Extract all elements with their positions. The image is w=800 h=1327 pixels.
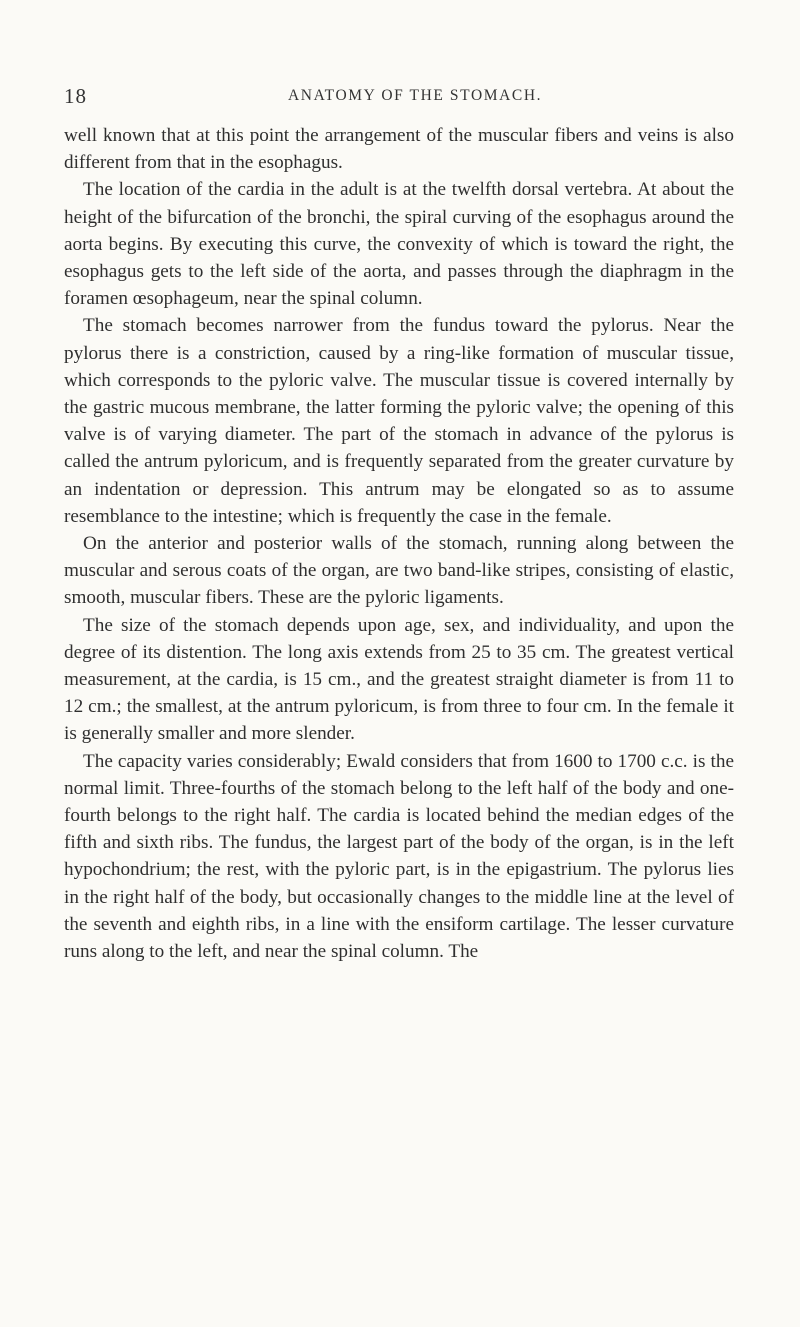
running-header bbox=[64, 84, 734, 108]
paragraph-cardia-location: The location of the cardia in the adult is at the twelfth dorsal vertebra. At about the height of the bifurcation of the bronchi, the spiral curving of the esophagus around the aorta begins. By executing this curve, the convexity of which is toward the right, the esophagus gets to the left side of the aorta, and passes through the diaphragm in the foramen œsophageum, near the spinal column. bbox=[64, 179, 734, 310]
running-title: ANATOMY OF THE STOMACH. bbox=[288, 87, 543, 104]
paragraph-stomach-size: The size of the stomach depends upon age, sex, and individuality, and upon the degree of its distention. The long axis extends from 25 to 35 cm. The greatest vertical measurement, at the cardia, is 15 cm., and the greatest straight diameter is from 11 to 12 cm.; the smallest, at the antrum pyloricum, is from three to four cm. In the female it is generally smaller and more slender. bbox=[64, 614, 734, 745]
page-number: 18 bbox=[64, 84, 87, 108]
paragraph-capacity: The capacity varies considerably; Ewald considers that from 1600 to 1700 c.c. is the normal limit. Three-fourths of the stomach belong to the left half of the body and one-fourth belongs to the right half. The cardia is located behind the median edges of the fifth and sixth ribs. The fundus, the largest part of the body of the organ, is in the left hypochondrium; the rest, with the pyloric part, is in the epigastrium. The pylorus lies in the right half of the body, but occasionally changes to the middle line at the level of the seventh and eighth ribs, in a line with the ensiform cartilage. The lesser curvature runs along to the left, and near the spinal column. The bbox=[64, 750, 734, 963]
paragraph-pylorus: The stomach becomes narrower from the fundus toward the pylorus. Near the pylorus there is a constriction, caused by a ring-like formation of muscular tissue, which corresponds to the pyloric valve. The muscular tissue is covered internally by the gastric mucous membrane, the latter forming the pyloric valve; the opening of this valve is of varying diameter. The part of the stomach in advance of the pylorus is called the antrum pyloricum, and is frequently separated from the greater curvature by an indentation or depression. This antrum may be elongated so as to assume resemblance to the intestine; which is frequently the case in the female. bbox=[64, 315, 734, 527]
paragraph-continuation: well known that at this point the arrangement of the muscular fibers and veins is also different from that in the esophagus. bbox=[64, 125, 734, 174]
paragraph-pyloric-ligaments: On the anterior and posterior walls of the stomach, running along between the muscular and serous coats of the organ, are two band-like stripes, consisting of elastic, smooth, muscular fibers. These are the pyloric ligaments. bbox=[64, 533, 734, 609]
body-text bbox=[64, 122, 734, 965]
